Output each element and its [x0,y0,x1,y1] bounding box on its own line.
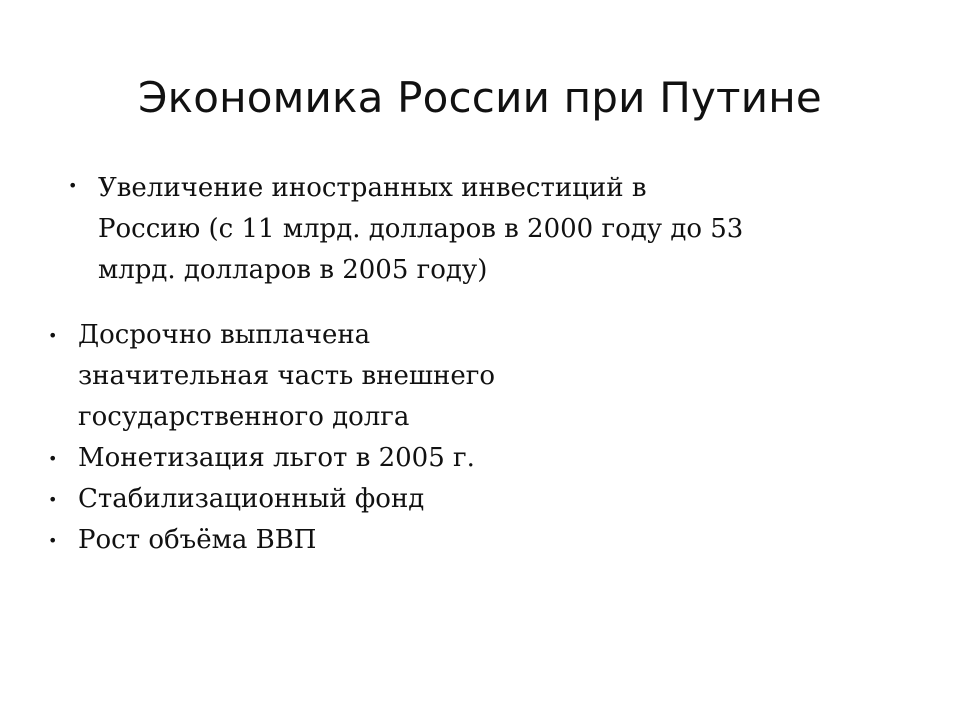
bullet-dot-icon: • [68,176,78,195]
bullet-dot-icon: • [48,531,58,550]
bullet-list-investments [68,168,898,291]
bullet-text-line: значительная часть внешнего [78,361,496,391]
bullet-text-line: Монетизация льгот в 2005 г. [78,443,475,473]
bullet-item-monetization [48,438,638,479]
bullet-dot-icon: • [48,449,58,468]
bullet-text-line: млрд. долларов в 2005 году) [98,255,488,285]
bullet-dot-icon: • [48,326,58,345]
bullet-text-line: Увеличение иностранных инвестиций в [98,173,647,203]
slide-title: Экономика России при Путине [138,73,822,122]
bullet-item-gdp-growth [48,520,638,561]
bullet-text-line: Стабилизационный фонд [78,484,425,514]
bullet-dot-icon: • [48,490,58,509]
bullet-text-line: Досрочно выплачена [78,320,371,350]
bullet-item-stabilization-fund [48,479,638,520]
bullet-item-debt [48,315,638,438]
bullet-text-line: государственного долга [78,402,410,432]
bullet-text-line: Россию (с 11 млрд. долларов в 2000 году до 53 [98,214,744,244]
bullet-text-line: Рост объёма ВВП [78,525,317,555]
bullet-item-investments [68,168,898,291]
bullet-list-main [48,315,638,561]
